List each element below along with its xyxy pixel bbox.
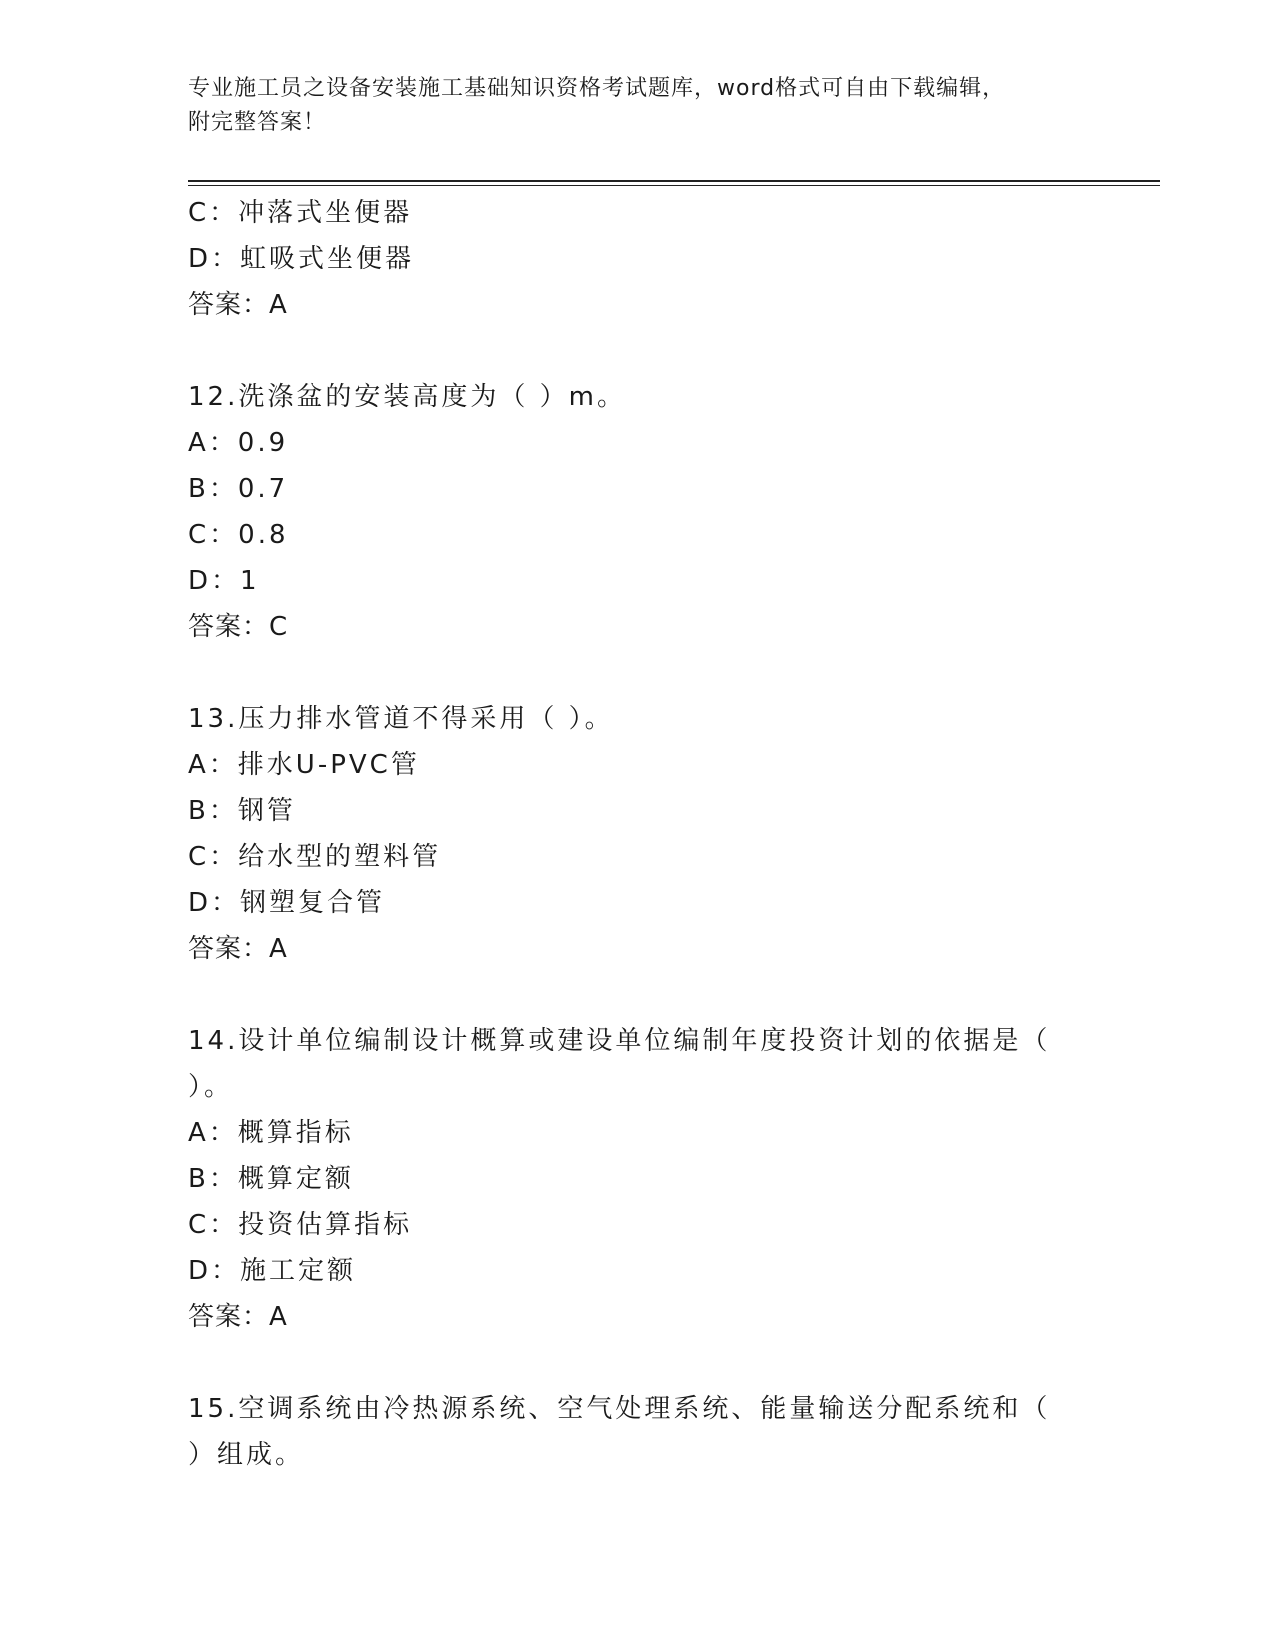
document-header bbox=[188, 72, 1068, 140]
spacer bbox=[188, 972, 1088, 1018]
question-title-line-1: 14.设计单位编制设计概算或建设单位编制年度投资计划的依据是（ bbox=[188, 1026, 1051, 1056]
answer: 答案：A bbox=[188, 934, 288, 964]
option-c: C：投资估算指标 bbox=[188, 1210, 413, 1240]
header-rule-thin bbox=[188, 185, 1160, 186]
option-a: A：排水U-PVC管 bbox=[188, 750, 420, 780]
spacer bbox=[188, 650, 1088, 696]
question-title-line-1: 15.空调系统由冷热源系统、空气处理系统、能量输送分配系统和（ bbox=[188, 1394, 1051, 1424]
intro-line-1: 专业施工员之设备安装施工基础知识资格考试题库，word格式可自由下载编辑， bbox=[188, 76, 1006, 101]
spacer bbox=[188, 1340, 1088, 1386]
option-c: C：给水型的塑料管 bbox=[188, 842, 442, 872]
answer: 答案：A bbox=[188, 290, 288, 320]
question-list bbox=[188, 190, 1088, 1478]
question-title-line-2: ）组成。 bbox=[188, 1440, 305, 1470]
question-11-tail bbox=[188, 190, 1088, 328]
header-rule-thick bbox=[188, 180, 1160, 182]
question-title-line-2: ）。 bbox=[188, 1072, 234, 1102]
option-a: A：概算指标 bbox=[188, 1118, 354, 1148]
question-12 bbox=[188, 374, 1088, 650]
option-d: D：1 bbox=[188, 566, 260, 596]
option-c: C：0.8 bbox=[188, 520, 289, 550]
question-13 bbox=[188, 696, 1088, 972]
option-d: D：虹吸式坐便器 bbox=[188, 244, 415, 274]
answer: 答案：C bbox=[188, 612, 289, 642]
spacer bbox=[188, 328, 1088, 374]
option-b: B：0.7 bbox=[188, 474, 289, 504]
option-d: D：钢塑复合管 bbox=[188, 888, 386, 918]
question-title: 13.压力排水管道不得采用（ ）。 bbox=[188, 704, 614, 734]
option-d: D：施工定额 bbox=[188, 1256, 357, 1286]
question-title: 12.洗涤盆的安装高度为（ ）m。 bbox=[188, 382, 626, 412]
answer: 答案：A bbox=[188, 1302, 288, 1332]
question-14 bbox=[188, 1018, 1088, 1340]
option-b: B：钢管 bbox=[188, 796, 296, 826]
option-a: A：0.9 bbox=[188, 428, 289, 458]
option-b: B：概算定额 bbox=[188, 1164, 354, 1194]
intro-line-2: 附完整答案！ bbox=[188, 110, 327, 135]
option-c: C：冲落式坐便器 bbox=[188, 198, 413, 228]
question-15 bbox=[188, 1386, 1088, 1478]
